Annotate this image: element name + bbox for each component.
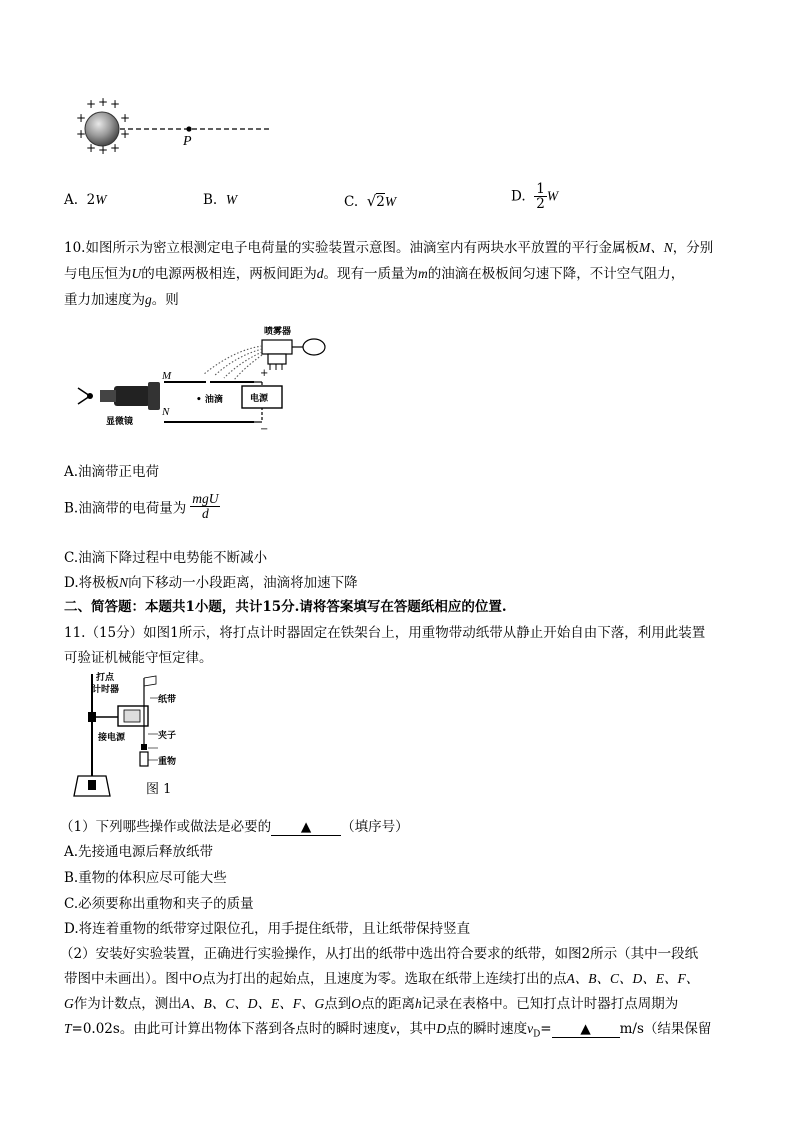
- minus-terminal: −: [260, 424, 269, 435]
- q11-part-2-line-1: （2）安装好实验装置，正确进行实验操作，从打出的纸带中选出符合要求的纸带，如图2所示（其中一段纸: [60, 946, 699, 962]
- q9-option-c: C. √2W: [344, 192, 397, 210]
- svg-text:+: +: [76, 127, 87, 141]
- q10-option-d: D.将极板N向下移动一小段距离，油滴将加速下降: [64, 575, 358, 591]
- svg-text:+: +: [120, 127, 131, 141]
- oil-drop-label: • 油滴: [196, 395, 223, 405]
- q9-option-b: B. W: [203, 192, 238, 208]
- svg-text:+: +: [110, 141, 121, 155]
- svg-text:+: +: [110, 97, 121, 111]
- weight: [140, 752, 148, 766]
- q10-line-1: 10.如图所示为密立根测定电子电荷量的实验装置示意图。油滴室内有两块水平放置的平行金属板M、N，分别: [64, 240, 714, 256]
- millikan-apparatus-figure: [64, 316, 344, 446]
- label-p: P: [183, 134, 192, 149]
- power-label: 电源: [250, 394, 269, 404]
- q11-line-1: 11.（15分）如图1所示，将打点计时器固定在铁架台上，用重物带动纸带从静止开始自由下落，利用此装置: [64, 625, 706, 641]
- clip: [141, 744, 147, 750]
- tape-label: 纸带: [158, 695, 177, 705]
- q11-part-2-line-4: T=0.02s。由此可计算出物体下落到各点时的瞬时速度v，其中D点的瞬时速度$v_D=$ ▲ m/s（结果保留: [64, 1021, 712, 1040]
- plus-terminal: +: [260, 368, 269, 379]
- answer-blank-2: ▲: [552, 1021, 620, 1038]
- q10-option-b: B.油滴带的电荷量为 $\frac{\text{mgU}}{d}$: [64, 491, 219, 522]
- svg-text:+: +: [98, 96, 109, 109]
- section-2-heading: 二、简答题：本题共1小题，共计15分.请将答案填写在答题纸相应的位置.: [64, 599, 507, 615]
- svg-text:+: +: [86, 97, 97, 111]
- svg-text:+: +: [120, 111, 131, 125]
- weight-label: 重物: [158, 757, 177, 767]
- timer-label-1: 打点: [96, 673, 115, 683]
- svg-text:+: +: [98, 143, 109, 157]
- figure-1-caption: 图 1: [146, 782, 172, 797]
- figure-1-apparatus: [70, 668, 210, 802]
- power-connect-label: 接电源: [98, 733, 126, 743]
- q10-line-2: 与电压恒为U的电源两极相连，两板间距为d。现有一质量为m的油滴在极板间匀速下降，不计空气阻力，: [64, 266, 685, 282]
- answer-blank-1: ▲: [271, 819, 341, 836]
- plate-n-label: N: [162, 406, 170, 418]
- timer-label-2: 计时器: [92, 685, 120, 695]
- sprayer-label: 喷雾器: [264, 327, 292, 337]
- spray-droplets: [204, 346, 262, 380]
- svg-text:+: +: [76, 111, 87, 125]
- q11-option-b: B.重物的体积应尽可能大些: [64, 870, 227, 886]
- q11-part-2-line-2: 带图中未画出）。图中O点为打出的起始点，且速度为零。选取在纸带上连续打出的点A、B、C、D、E、F、: [64, 971, 700, 987]
- q11-option-a: A.先接通电源后释放纸带: [64, 844, 214, 860]
- q11-option-d: D.将连着重物的纸带穿过限位孔，用手提住纸带，且让纸带保持竖直: [64, 921, 471, 937]
- charged-sphere-figure: [64, 96, 274, 160]
- q10-line-3: 重力加速度为g。则: [64, 292, 179, 308]
- clip-label: 夹子: [158, 731, 177, 741]
- q11-line-2: 可验证机械能守恒定律。: [64, 650, 213, 666]
- q10-option-a: A.油滴带正电荷: [64, 464, 160, 480]
- q9-option-a: A. 2W: [64, 192, 107, 208]
- microscope: [78, 382, 160, 410]
- svg-text:+: +: [86, 141, 97, 155]
- plate-m-label: M: [162, 370, 172, 382]
- q10-option-c: C.油滴下降过程中电势能不断减小: [64, 550, 268, 566]
- q11-part-2-line-3: G作为计数点，测出A、B、C、D、E、F、G点到O点的距离h记录在表格中。已知打点计时器打点周期为: [64, 996, 679, 1012]
- q9-option-d: D. $\frac{1}{2}$ W: [511, 181, 559, 213]
- point-p: [186, 126, 191, 131]
- q11-option-c: C.必须要称出重物和夹子的质量: [64, 896, 254, 912]
- sprayer: [262, 339, 325, 370]
- microscope-label: 显微镜: [106, 417, 134, 427]
- q11-part-1: （1）下列哪些操作或做法是必要的 ▲ （填序号）: [60, 819, 409, 835]
